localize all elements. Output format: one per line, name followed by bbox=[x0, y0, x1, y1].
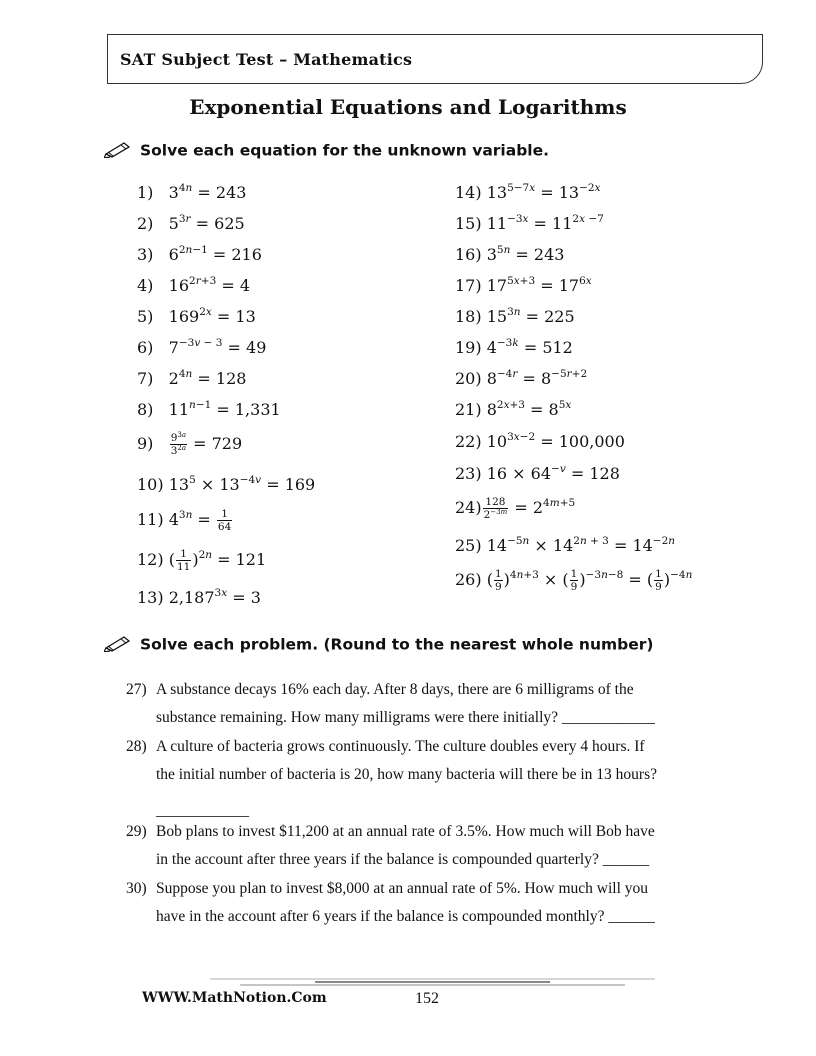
equation-11: 11) $4^{3n}$ = $\frac{1}{64}$ bbox=[137, 508, 232, 534]
instruction-1-text: Solve each equation for the unknown variable. bbox=[140, 141, 550, 160]
problem-text: substance remaining. How many milligrams were there initially? ____________ bbox=[156, 709, 655, 726]
footer-site: WWW.MathNotion.Com bbox=[142, 990, 327, 1006]
equation-22: 22) $10^{3x-2} = 100,000$ bbox=[455, 431, 625, 451]
problem-27 bbox=[126, 676, 726, 732]
equation-2: 2) $5^{3r} = 625$ bbox=[137, 213, 245, 233]
equation-8: 8) $11^{n-1} = 1,331$ bbox=[137, 399, 281, 419]
problem-text: have in the account after 6 years if the balance is compounded monthly? ______ bbox=[156, 908, 655, 925]
equation-1: 1) $3^{4n} = 243$ bbox=[137, 182, 247, 202]
equation-18: 18) $15^{3n} = 225$ bbox=[455, 306, 575, 326]
equation-13: 13) $2,187^{3x} = 3$ bbox=[137, 587, 261, 607]
problem-number: 29) bbox=[126, 823, 147, 840]
problem-text: A culture of bacteria grows continuously. The culture doubles every 4 hours. If bbox=[156, 738, 645, 755]
equation-19: 19) $4^{-3k} = 512$ bbox=[455, 337, 573, 357]
answer-blank: ____________ bbox=[156, 802, 249, 819]
equation-24: 24) $\frac{128}{2^{-3m}}$ = $2^{4m+5}$ bbox=[455, 496, 576, 522]
equation-23: 23) $16 \times 64^{-v} = 128$ bbox=[455, 463, 620, 483]
equation-14: 14) $13^{5-7x} = 13^{-2x}$ bbox=[455, 182, 601, 202]
page-title: Exponential Equations and Logarithms bbox=[189, 95, 627, 119]
page-number: 152 bbox=[415, 990, 439, 1007]
equation-4: 4) $16^{2r+3} = 4$ bbox=[137, 275, 251, 295]
problem-28 bbox=[126, 733, 726, 825]
instruction-2-text: Solve each problem. (Round to the nearest whole number) bbox=[140, 635, 654, 654]
problem-text: Suppose you plan to invest $8,000 at an annual rate of 5%. How much will you bbox=[156, 880, 649, 897]
equation-5: 5) $169^{2x} = 13$ bbox=[137, 306, 256, 326]
header-title: SAT Subject Test – Mathematics bbox=[120, 50, 413, 69]
pencil-icon bbox=[104, 634, 134, 656]
equation-9: 9) $\frac{9^{3a}}{3^{2a}}$ = 729 bbox=[137, 431, 243, 458]
equation-17: 17) $17^{5x+3} = 17^{6x}$ bbox=[455, 275, 592, 295]
problem-text: in the account after three years if the balance is compounded quarterly? ______ bbox=[156, 851, 650, 868]
equation-15: 15) $11^{-3x} = 11^{2x -7}$ bbox=[455, 213, 604, 233]
instruction-2 bbox=[104, 634, 653, 656]
equation-25: 25) $14^{-5n} \times 14^{2n + 3} = 14^{-2n}$ bbox=[455, 535, 676, 555]
equation-10: 10) $13^5 \times 13^{-4v} = 169$ bbox=[137, 474, 316, 494]
equation-3: 3) $6^{2n-1} = 216$ bbox=[137, 244, 262, 264]
equation-7: 7) $2^{4n} = 128$ bbox=[137, 368, 247, 388]
equation-16: 16) $3^{5n} = 243$ bbox=[455, 244, 565, 264]
problem-text: the initial number of bacteria is 20, how many bacteria will there be in 13 hours? bbox=[156, 766, 658, 783]
footer-divider bbox=[210, 976, 655, 990]
equation-26: 26) ( $\frac{1}{9}$ )$^{4n+3}$ × ( $\frac{1}{9}$ )$^{-3n-8}$ = ( $\frac{1}{9}$ )$^{-4n}$ bbox=[455, 568, 693, 594]
equation-6: 6) $7^{-3v - 3} = 49$ bbox=[137, 337, 267, 357]
problem-number: 27) bbox=[126, 681, 147, 698]
problem-29 bbox=[126, 818, 726, 874]
pencil-icon bbox=[104, 140, 134, 162]
problem-30 bbox=[126, 875, 726, 931]
equation-21: 21) $8^{2x+3} = 8^{5x}$ bbox=[455, 399, 572, 419]
problem-number: 30) bbox=[126, 880, 147, 897]
problem-text: A substance decays 16% each day. After 8 days, there are 6 milligrams of the bbox=[156, 681, 634, 698]
problem-text: Bob plans to invest $11,200 at an annual rate of 3.5%. How much will Bob have bbox=[156, 823, 655, 840]
problem-number: 28) bbox=[126, 738, 147, 755]
instruction-1 bbox=[104, 140, 549, 162]
header-box bbox=[107, 34, 763, 84]
equation-20: 20) $8^{-4r} = 8^{-5r+2}$ bbox=[455, 368, 588, 388]
equation-12: 12) ( $\frac{1}{11}$ )$^{2n}$ = 121 bbox=[137, 548, 267, 574]
